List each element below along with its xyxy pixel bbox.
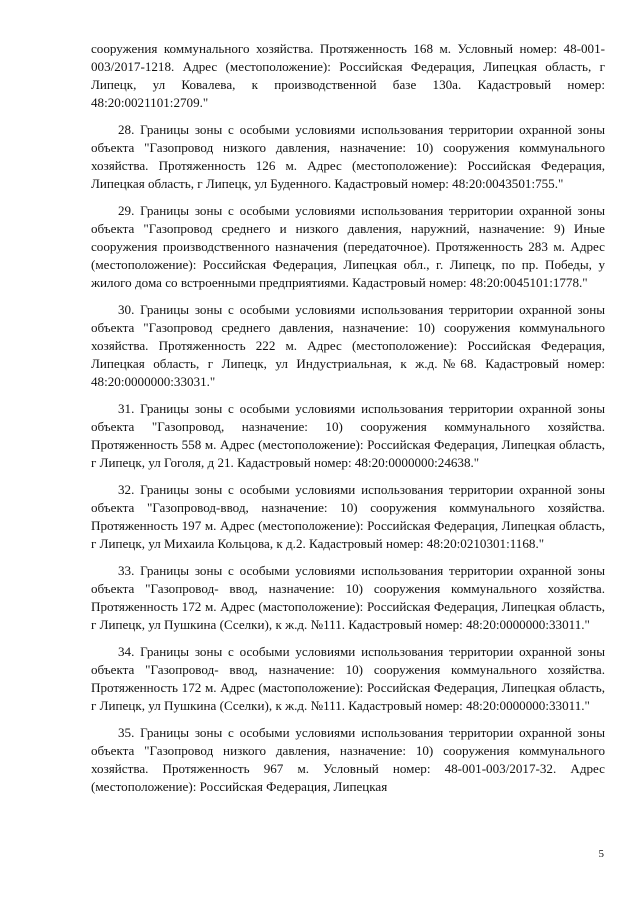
paragraph-item-30: 30. Границы зоны с особыми условиями использования территории охранной зоны объекта "Газопровод среднего давления, назначение: 10) сооружения коммунального хозяйства. Протяженность 222 м. Адрес (местоположение): Российская Федерация, Липецкая область, г Липецк, ул Индустриальная, к ж.д.№68. Кадастровый номер: 48:20:0000000:33031.": [91, 302, 605, 389]
paragraph-continuation: сооружения коммунального хозяйства. Протяженность 168 м. Условный номер: 48-001-003/2017-1218. Адрес (местоположение): Российская Федерация, Липецкая область, г Липецк, ул Ковалева, к производственной базе 130а. Кадастровый номер: 48:20:0021101:2709.": [91, 41, 605, 110]
page-number: 5: [598, 848, 604, 860]
paragraph-item-29: 29. Границы зоны с особыми условиями использования территории охранной зоны объекта "Газопровод среднего и низкого давления, наружний, назначение: 9) Иные сооружения производственного назначения (передаточное). Протяженность 283 м. Адрес (местоположение): Российская Федерация, Липецкая обл., г. Липецк, по пр. Победы, у жилого дома со встроенными предприятиями. Кадастровый номер: 48:20:0045101:1778.": [91, 203, 605, 290]
paragraph-item-35: 35. Границы зоны с особыми условиями использования территории охранной зоны объекта "Газопровод низкого давления, назначение: 10) сооружения коммунального хозяйства. Протяженность 967 м. Условный номер: 48-001-003/2017-32. Адрес (местоположение): Российская Федерация, Липецкая: [91, 725, 605, 794]
paragraph-item-31: 31. Границы зоны с особыми условиями использования территории охранной зоны объекта "Газопровод, назначение: 10) сооружения коммунального хозяйства. Протяженность 558 м. Адрес (местоположение): Российская Федерация, Липецкая область, г Липецк, ул Гоголя, д 21. Кадастровый номер: 48:20:0000000:24638.": [91, 401, 605, 470]
paragraph-item-28: 28. Границы зоны с особыми условиями использования территории охранной зоны объекта "Газопровод низкого давления, назначение: 10) сооружения коммунального хозяйства. Протяженность 126 м. Адрес (местоположение): Российская Федерация, Липецкая область, г Липецк, ул Буденного. Кадастровый номер: 48:20:0043501:755.": [91, 122, 605, 191]
paragraph-item-32: 32. Границы зоны с особыми условиями использования территории охранной зоны объекта "Газопровод-ввод, назначение: 10) сооружения коммунального хозяйства. Протяженность 197 м. Адрес (местоположение): Российская Федерация, Липецкая область, г Липецк, ул Михаила Кольцова, к д.2. Кадастровый номер: 48:20:0210301:1168.": [91, 482, 605, 551]
document-page: [91, 40, 605, 805]
paragraph-item-34: 34. Границы зоны с особыми условиями использования территории охранной зоны объекта "Газопровод- ввод, назначение: 10) сооружения коммунального хозяйства. Протяженность 172 м. Адрес (мастоположение): Российская Федерация, Липецкая область, г Липецк, ул Пушкина (Сселки), к ж.д. №111. Кадастровый номер: 48:20:0000000:33011.": [91, 644, 605, 713]
paragraph-item-33: 33. Границы зоны с особыми условиями использования территории охранной зоны объекта "Газопровод- ввод, назначение: 10) сооружения коммунального хозяйства. Протяженность 172 м. Адрес (мастоположение): Российская Федерация, Липецкая область, г Липецк, ул Пушкина (Сселки), к ж.д. №111. Кадастровый номер: 48:20:0000000:33011.": [91, 563, 605, 632]
